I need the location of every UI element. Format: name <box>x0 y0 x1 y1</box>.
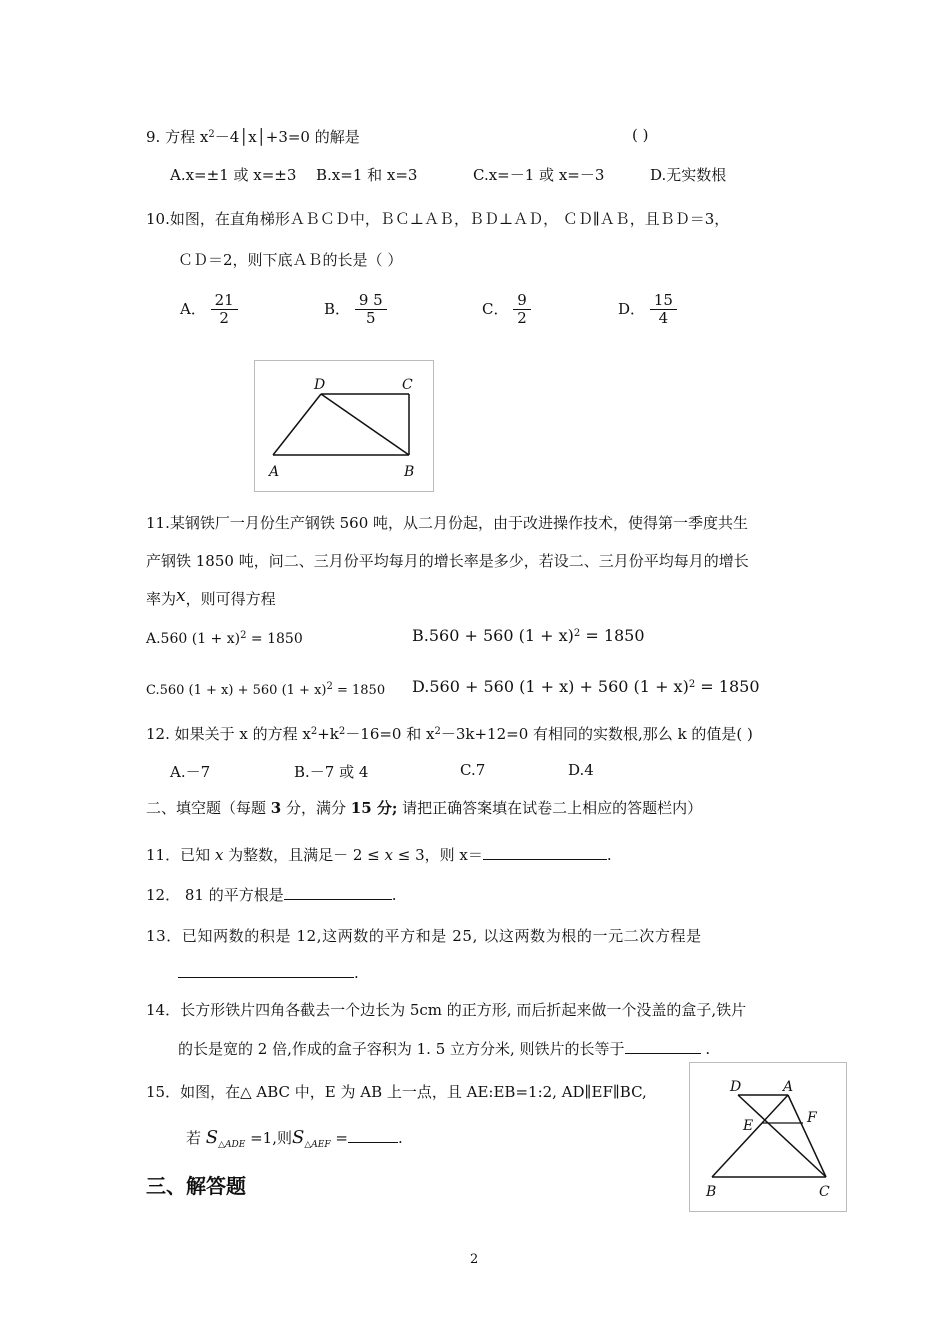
q12-option-a: A.－7 <box>170 763 211 781</box>
q11-line1: 11.某钢铁厂一月份生产钢铁 560 吨，从二月份起，由于改进操作技术，使得第一季度共生 <box>146 514 749 532</box>
label-f: F <box>807 1110 817 1126</box>
segment-ac <box>788 1095 826 1177</box>
label-d: D <box>314 377 326 393</box>
q10-option-d-fraction: $\frac{15}{4}$ <box>650 292 677 328</box>
fill-11-answer-blank[interactable] <box>483 843 607 860</box>
q9-option-a: A.x=±1 或 x=±3 <box>170 166 297 184</box>
q10-trapezoid-svg <box>255 361 433 491</box>
fill-15-triangle-svg <box>690 1063 846 1211</box>
label-b: B <box>706 1184 717 1200</box>
label-a: A <box>269 464 280 480</box>
q10-trapezoid-figure <box>254 360 434 492</box>
q11-option-d: D.560 + 560 (1 + x) + 560 $(1 + x)^2 = 1850$ <box>412 677 760 696</box>
q10-option-b-fraction: $\frac{9 5}{5}$ <box>355 292 387 328</box>
fill-13-line1: 13．已知两数的积是 12,这两数的平方和是 25, 以这两数为根的一元二次方程是 <box>146 927 702 945</box>
q10-line1: 10.如图，在直角梯形ＡＢＣＤ中，ＢＣ⊥ＡＢ，ＢＤ⊥ＡＤ， ＣＤ∥ＡＢ，且ＢＤ＝3， <box>146 210 730 228</box>
label-d: D <box>730 1079 742 1095</box>
q10-option-a: A． $\frac{21}{2}$ <box>180 292 238 328</box>
label-c: C <box>402 377 413 393</box>
label-c: C <box>819 1184 830 1200</box>
fill-13-line2: . <box>178 961 359 982</box>
label-a: A <box>783 1079 794 1095</box>
q10-option-c-fraction: $\frac{9}{2}$ <box>513 292 531 328</box>
segment-dc <box>738 1095 826 1177</box>
fill-12-answer-blank[interactable] <box>284 883 392 900</box>
section-3-heading: 三、解答题 <box>146 1174 246 1198</box>
q10-option-a-fraction: $\frac{21}{2}$ <box>211 292 238 328</box>
q10-line2: ＣＤ＝2，则下底ＡＢ的长是（ ） <box>178 251 403 269</box>
q9-option-c: C.x=－1 或 x=－3 <box>473 166 605 184</box>
q12-option-d: D.4 <box>568 761 594 779</box>
q11-line3: 率为x，则可得方程 <box>146 586 276 608</box>
q9-option-d: D.无实数根 <box>650 166 727 184</box>
q11-option-a: A.560 $(1 + x)^2 = 1850$ <box>146 630 303 647</box>
fill-14-line1: 14．长方形铁片四角各截去一个边长为 5cm 的正方形, 而后折起来做一个没盖的盒子,铁片 <box>146 1001 747 1019</box>
fill-13-answer-blank[interactable] <box>178 961 354 978</box>
segment-db <box>321 394 409 455</box>
fill-15-answer-blank[interactable] <box>348 1126 398 1143</box>
fill-15-line1: 15．如图，在△ ABC 中，E 为 AB 上一点，且 AE:EB=1:2, AD∥EF∥BC, <box>146 1083 647 1101</box>
q11-line2: 产钢铁 1850 吨，问二、三月份平均每月的增长率是多少，若设二、三月份平均每月的增长 <box>146 552 749 570</box>
fill-14-line2: 的长是宽的 2 倍,作成的盒子容积为 1. 5 立方分米, 则铁片的长等于 . <box>178 1037 710 1059</box>
q12-stem: 12. 如果关于 x 的方程 $x^2+k^2-16=0$ 和 $x^2-3k+12=0$ 有相同的实数根,那么 k 的值是( ) <box>146 725 753 743</box>
q10-option-c: C． $\frac{9}{2}$ <box>482 292 531 328</box>
label-e: E <box>743 1118 754 1134</box>
segment-ba <box>712 1095 788 1177</box>
q11-option-c: C.560 (1 + x) + 560 $(1 + x)^2 = 1850$ <box>146 681 386 698</box>
q12-option-b: B.－7 或 4 <box>294 763 369 781</box>
fill-11: 11．已知 x 为整数，且满足－ 2 ≤ x ≤ 3，则 x＝ . <box>146 843 612 865</box>
fill-12: 12． 81 的平方根是 . <box>146 883 397 905</box>
section-2-heading: 二、填空题（每题 3 分，满分 15 分; 请把正确答案填在试卷二上相应的答题栏内） <box>146 799 703 817</box>
fill-15-triangle-figure <box>689 1062 847 1212</box>
q12-option-c: C.7 <box>460 761 486 779</box>
q10-option-b: B． $\frac{9 5}{5}$ <box>324 292 387 328</box>
fill-14-answer-blank[interactable] <box>625 1037 701 1054</box>
q11-option-b: B.560 + 560 $(1 + x)^2 = 1850$ <box>412 626 645 645</box>
label-b: B <box>404 464 415 480</box>
segment-ad <box>273 394 321 455</box>
fill-15-line2: 若 $S_{\triangle ADE} =1$,则$S_{\triangle AEF}$ = . <box>186 1127 403 1150</box>
q9-stem: 9. 方程 $x^2-4│x│+3=0$ 的解是 <box>146 128 360 146</box>
page-number: 2 <box>470 1252 479 1267</box>
q9-answer-paren: ( ) <box>632 126 649 144</box>
q10-option-d: D． $\frac{15}{4}$ <box>618 292 677 328</box>
q9-option-b: B.x=1 和 x=3 <box>316 166 418 184</box>
